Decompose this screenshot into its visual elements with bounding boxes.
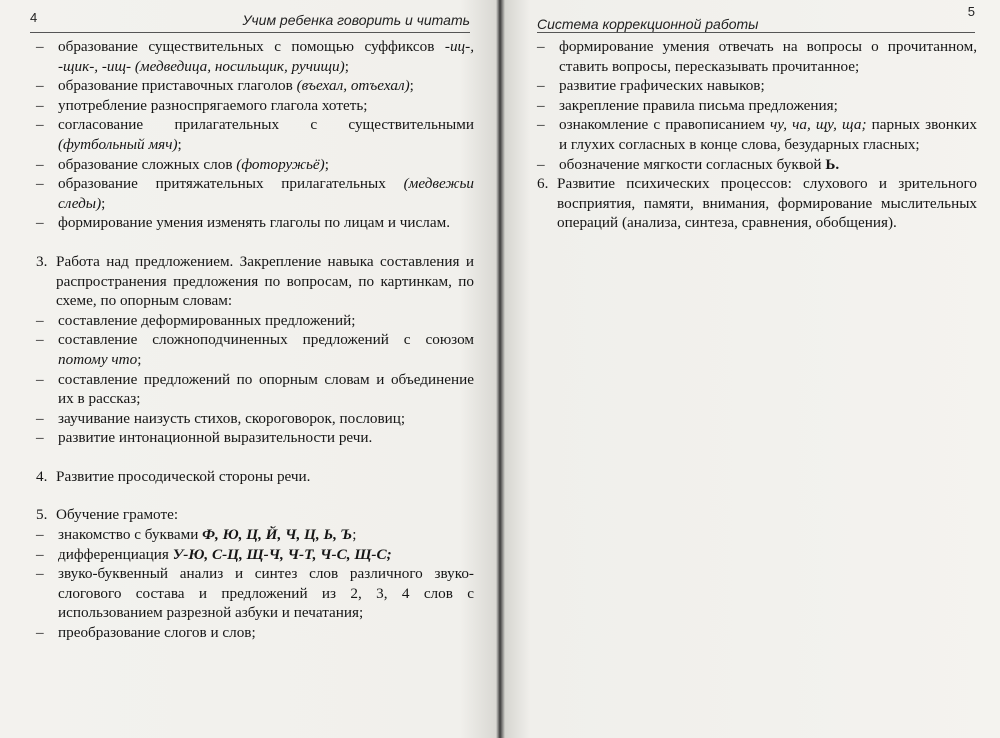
right-page [505,0,1000,738]
item-end: ; [344,57,349,75]
list-item: – употребление разноспрягаемого глагола хотеть; [36,96,368,114]
item-text: развитие интонационной выразительности речи. [58,429,373,447]
section-6 [537,174,977,233]
list-item: – составление деформированных предложений; [36,311,356,329]
item-end: ; [101,194,106,212]
list-item: – составление сложноподчиненных предложений с союзом потому что; [36,331,474,368]
item-text: образование сложных слов [58,155,237,173]
item-b: Ь. [825,155,840,173]
item-text: заучивание наизусть стихов, скороговорок, пословиц; [58,409,406,427]
item-end: ; [409,77,414,95]
running-head: Система коррекционной работы [537,16,759,32]
item-text: составление сложноподчиненных предложений с союзом [58,331,474,349]
item-it: -иц-, -щик-, -ищ- (медведица, носильщик, ручищи) [58,38,474,75]
item-text: преобразование слогов и слов; [58,624,256,642]
item-text: развитие графических навыков; [559,77,765,95]
item-it: (футбольный мяч) [58,135,178,153]
item-text: составление деформированных предложений; [58,311,356,329]
list-item: – ознакомление с правописанием чу, ча, щу, ща; парных звонких и глухих согласных в конце слова, безударных гласных; [537,116,977,153]
item-end: ; [324,155,329,173]
list-item: – звуко-буквенный анализ и синтез слов различного звуко-слогового состава и предложений из 2, 3, 4 слов с использованием разрезной азбуки и печатания; [36,565,474,622]
right-page-body [537,37,977,233]
item-end: ; [352,526,357,544]
page-number: 4 [30,10,38,25]
item-text: дифференциация [58,545,173,563]
page-number: 5 [967,4,975,19]
list-item: – заучивание наизусть стихов, скороговорок, пословиц; [36,409,406,427]
section-5-list [36,525,474,643]
list-item: – дифференциация У-Ю, С-Ц, Щ-Ч, Ч-Т, Ч-С, Щ-С; [36,545,392,563]
list-item: – образование существительных с помощью суффиксов -иц-, -щик-, -ищ- (медведица, носильщик, ручищи); [36,38,474,75]
list-item: – закрепление правила письма предложения; [537,96,838,114]
section-number: 5. [36,506,48,524]
item-text: звуко-буквенный анализ и синтез слов различного звуко-слогового состава и предложений из 2, 3, 4 слов с использованием разрезной азбуки и печатания; [58,565,474,622]
item-it: (медвежьи следы) [58,175,474,212]
list-item: – развитие интонационной выразительности речи. [36,429,373,447]
list-item: – образование приставочных глаголов (въехал, отъехал); [36,77,414,95]
item-text: образование существительных с помощью суффиксов [58,38,445,55]
item-end: ; [137,350,142,368]
section-number: 4. [36,467,48,485]
item-bi: У-Ю, С-Ц, Щ-Ч, Ч-Т, Ч-С, Щ-С; [172,545,392,563]
item-end: ; [177,135,182,153]
section-text: Обучение грамоте: [56,506,179,524]
section-number: 6. [537,175,549,193]
section-5 [36,505,474,525]
bullet-list-continued [537,37,977,174]
item-after: парных звонких и глухих согласных в конце слова, безударных гласных; [559,116,977,153]
item-text: ознакомление с правописанием [559,116,770,134]
section-number: 3. [36,252,48,270]
item-it: чу, ча, щу, ща; [770,116,867,134]
item-it: (фоторужьё) [236,155,325,173]
running-head: Учим ребенка говорить и читать [242,12,470,28]
section-4 [36,467,474,487]
list-item: – знакомство с буквами Ф, Ю, Ц, Й, Ч, Ц, Ь, Ъ; [36,526,357,544]
list-item: – образование притяжательных прилагательных (медвежьи следы); [36,175,474,212]
item-it: потому что [58,350,138,368]
section-text: Развитие просодической стороны речи. [56,467,311,485]
list-item: – преобразование слогов и слов; [36,624,256,642]
item-text: знакомство с буквами [58,526,203,544]
item-it: (въехал, отъехал) [296,77,410,95]
item-text: согласование прилагательных с существительными [58,116,474,134]
list-item: – формирование умения изменять глаголы по лицам и числам. [36,214,451,232]
right-page-header [537,4,975,33]
item-bi: Ф, Ю, Ц, Й, Ч, Ц, Ь, Ъ [202,526,353,544]
section-3-list [36,311,474,448]
item-text: употребление разноспрягаемого глагола хотеть; [58,96,368,114]
list-item: – образование сложных слов (фоторужьё); [36,155,329,173]
item-text: образование приставочных глаголов [58,77,297,95]
section-text: Работа над предложением. Закрепление навыка составления и распространения предложения по вопросам, по картинкам, по схеме, по опорным словам: [56,252,474,310]
left-page-header [30,10,470,33]
list-item: – составление предложений по опорным словам и объединение их в рассказ; [36,370,474,408]
section-text: Развитие психических процессов: слухового и зрительного восприятия, памяти, внимания, формирование мыслительных операций (анализа, синтеза, сравнения, обобщения). [557,175,977,232]
item-text: формирование умения изменять глаголы по лицам и числам. [58,214,451,232]
item-text: образование притяжательных прилагательных [58,175,404,193]
left-page-body [36,37,474,643]
bullet-list-top [36,37,474,233]
section-3 [36,252,474,311]
list-item: – развитие графических навыков; [537,77,765,95]
list-item: – обозначение мягкости согласных буквой Ь. [537,155,840,173]
list-item: – согласование прилагательных с существительными (футбольный мяч); [36,116,474,153]
item-text: закрепление правила письма предложения; [559,96,838,114]
item-text: обозначение мягкости согласных буквой [559,155,826,173]
list-item: – формирование умения отвечать на вопросы о прочитанном, ставить вопросы, пересказывать прочитанное; [537,38,977,75]
item-text: составление предложений по опорным словам и объединение их в рассказ; [58,370,474,408]
item-text: формирование умения отвечать на вопросы о прочитанном, ставить вопросы, пересказывать прочитанное; [559,38,977,75]
